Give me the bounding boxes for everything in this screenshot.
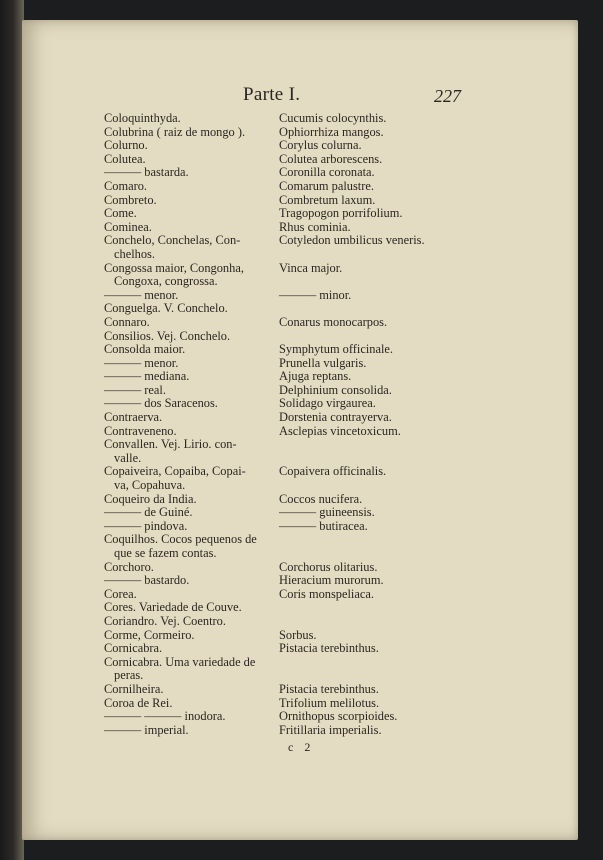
left-entry: Consilios. Vej. Conchelo. — [104, 328, 231, 343]
left-entry: Corchoro. — [104, 559, 154, 574]
left-entry: Contraerva. — [104, 410, 163, 425]
right-entry: Ophiorrhiza mangos. — [279, 124, 384, 139]
right-entry: ——— minor. — [279, 287, 352, 302]
left-entry: ——— pindova. — [104, 518, 188, 533]
right-entry: Pistacia terebinthus. — [279, 641, 379, 656]
left-entry: Coroa de Rei. — [104, 695, 173, 710]
right-entry: Coris monspeliaca. — [279, 586, 374, 601]
right-entry — [279, 656, 451, 670]
left-entry: que se fazem contas. — [114, 546, 217, 560]
left-entry: ——— bastardo. — [104, 573, 190, 588]
page-number: 227 — [434, 86, 461, 106]
left-entry: Connaro. — [104, 314, 150, 329]
left-entry: ——— real. — [104, 382, 166, 397]
right-entry: ——— butiracea. — [279, 518, 368, 533]
left-entry: ——— de Guiné. — [104, 505, 193, 520]
right-entry: Ornithopus scorpioides. — [279, 709, 398, 724]
right-entry: Corylus colurna. — [279, 138, 362, 153]
page-header — [0, 84, 603, 108]
left-entry: Congoxa, congrossa. — [114, 274, 218, 289]
left-entry: ——— dos Saracenos. — [104, 396, 218, 411]
left-entry: Corme, Cormeiro. — [104, 627, 195, 642]
right-entry — [279, 479, 451, 493]
left-entry: chelhos. — [114, 246, 155, 261]
portuguese-names-column — [104, 112, 274, 737]
left-entry: Cominea. — [104, 219, 152, 234]
left-entry: ——— bastarda. — [104, 165, 189, 180]
left-entry: Cornilheira. — [104, 681, 164, 696]
left-entry: Convallen. Vej. Lirio. con- — [104, 437, 237, 452]
left-entry: Colutea. — [104, 151, 146, 166]
left-entry: ——— menor. — [104, 355, 179, 370]
left-entry: peras. — [114, 668, 144, 683]
right-entry: Cotyledon umbilicus veneris. — [279, 233, 425, 248]
left-entry: valle. — [114, 450, 142, 465]
right-entry: Delphinium consolida. — [279, 382, 392, 397]
right-entry: Conarus monocarpos. — [279, 314, 388, 329]
right-entry — [279, 438, 451, 452]
right-entry — [279, 615, 451, 629]
left-entry: Come. — [104, 206, 137, 221]
left-entry: Coloquinthyda. — [104, 111, 181, 125]
right-entry: Solidago virgaurea. — [279, 396, 376, 411]
right-entry: Cucumis colocynthis. — [279, 111, 387, 125]
right-entry: Copaivera officinalis. — [279, 464, 387, 479]
left-entry: ——— ——— inodora. — [104, 709, 226, 724]
right-entry: Comarum palustre. — [279, 178, 374, 193]
right-entry: Ajuga reptans. — [279, 369, 352, 384]
right-entry: Vinca major. — [279, 260, 343, 275]
right-entry: Fritillaria imperialis. — [279, 722, 382, 737]
right-entry: Symphytum officinale. — [279, 342, 394, 357]
right-entry: Sorbus. — [279, 627, 317, 642]
left-entry: Combreto. — [104, 192, 157, 207]
right-entry — [279, 601, 451, 615]
left-entry: Conguelga. V. Conchelo. — [104, 301, 228, 316]
left-entry: Coriandro. Vej. Coentro. — [104, 613, 226, 628]
right-entry: Pistacia terebinthus. — [279, 681, 379, 696]
right-entry — [279, 533, 451, 547]
left-entry: ——— mediana. — [104, 369, 190, 384]
right-entry — [279, 330, 451, 344]
left-entry: Cores. Variedade de Couve. — [104, 600, 242, 615]
left-entry: Coqueiro da India. — [104, 491, 197, 506]
right-entry: ——— guineensis. — [279, 505, 375, 520]
left-entry: Colubrina ( raiz de mongo ). — [104, 124, 246, 139]
right-entry: Tragopogon porrifolium. — [279, 206, 403, 221]
book-gutter — [0, 0, 24, 860]
left-entry: Contraveneno. — [104, 423, 177, 438]
left-entry: ——— menor. — [104, 287, 179, 302]
left-entry: Conchelo, Conchelas, Con- — [104, 233, 241, 248]
latin-names-column — [279, 112, 451, 737]
right-entry: Coronilla coronata. — [279, 165, 375, 180]
left-entry: Copaiveira, Copaiba, Copai- — [104, 464, 246, 479]
left-entry: Cornicabra. Uma variedade de — [104, 654, 256, 669]
left-entry: Cornicabra. — [104, 641, 163, 656]
signature-mark: c 2 — [288, 740, 315, 754]
left-entry: Corea. — [104, 586, 137, 601]
right-entry: Coccos nucifera. — [279, 491, 363, 506]
right-entry — [279, 669, 451, 683]
right-entry: Dorstenia contrayerva. — [279, 410, 392, 425]
right-entry: Corchorus olitarius. — [279, 559, 378, 574]
right-entry — [279, 302, 451, 316]
right-entry: Trifolium melilotus. — [279, 695, 380, 710]
left-entry: Colurno. — [104, 138, 148, 153]
left-entry: va, Copahuva. — [114, 478, 186, 493]
running-title: Parte I. — [243, 84, 301, 105]
right-entry — [279, 452, 451, 466]
right-entry: Rhus cominia. — [279, 219, 351, 234]
left-entry: Consolda maior. — [104, 342, 186, 357]
right-entry: Combretum laxum. — [279, 192, 376, 207]
right-entry: Hieracium murorum. — [279, 573, 384, 588]
right-entry: Asclepias vincetoxicum. — [279, 423, 401, 438]
left-entry: Coquilhos. Cocos pequenos de — [104, 532, 257, 547]
left-entry: Congossa maior, Congonha, — [104, 260, 244, 275]
left-entry: ——— imperial. — [104, 722, 189, 737]
right-entry: Colutea arborescens. — [279, 151, 383, 166]
right-entry — [279, 248, 451, 262]
right-entry: Prunella vulgaris. — [279, 355, 367, 370]
right-entry — [279, 547, 451, 561]
left-entry: Comaro. — [104, 178, 148, 193]
right-entry — [279, 275, 451, 289]
